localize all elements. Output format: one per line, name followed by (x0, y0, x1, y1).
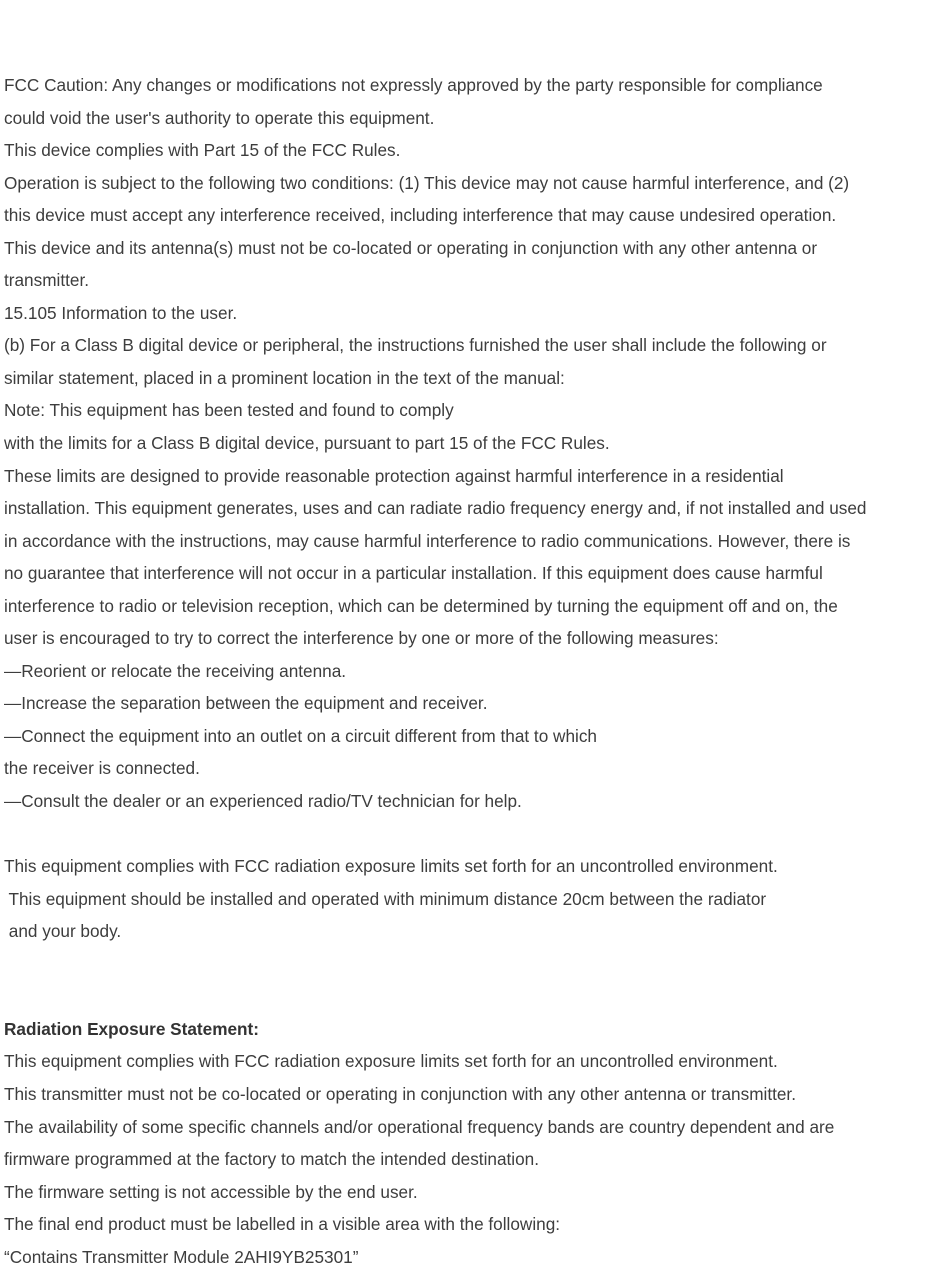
text-line: user is encouraged to try to correct the interference by one or more of the following measures: (4, 628, 719, 649)
text-line: These limits are designed to provide reasonable protection against harmful interference in a residential (4, 465, 784, 486)
document-body (4, 69, 941, 1273)
text-line: transmitter. (4, 270, 90, 291)
text-line: could void the user's authority to operate this equipment. (4, 107, 435, 128)
text-line: firmware programmed at the factory to match the intended destination. (4, 1149, 539, 1170)
text-line: installation. This equipment generates, uses and can radiate radio frequency energy and, if not installed and used (4, 498, 867, 519)
text-line: with the limits for a Class B digital device, pursuant to part 15 of the FCC Rules. (4, 433, 610, 454)
text-line: —Increase the separation between the equipment and receiver. (4, 693, 488, 714)
text-line: this device must accept any interference received, including interference that may cause undesired operation. (4, 205, 837, 226)
text-line: This equipment complies with FCC radiation exposure limits set forth for an uncontrolled environment. (4, 1051, 778, 1072)
fcc-caution-section (4, 69, 941, 818)
text-line: similar statement, placed in a prominent location in the text of the manual: (4, 367, 565, 388)
text-line: “Contains Transmitter Module 2AHI9YB25301” (4, 1246, 359, 1267)
text-line: interference to radio or television reception, which can be determined by turning the equipment off and on, the (4, 595, 838, 616)
text-line: The final end product must be labelled in a visible area with the following: (4, 1214, 561, 1235)
text-line: in accordance with the instructions, may cause harmful interference to radio communications. However, there is (4, 530, 851, 551)
text-line: (b) For a Class B digital device or peripheral, the instructions furnished the user shall include the following or (4, 335, 827, 356)
spacer (4, 818, 941, 851)
text-line: This transmitter must not be co-located or operating in conjunction with any other antenna or transmitter. (4, 1083, 796, 1104)
text-line: no guarantee that interference will not occur in a particular installation. If this equipment does cause harmful (4, 563, 823, 584)
text-line: This equipment should be installed and operated with minimum distance 20cm between the radiator (4, 888, 767, 909)
text-line: 15.105 Information to the user. (4, 302, 238, 323)
text-line: Operation is subject to the following two conditions: (1) This device may not cause harmful interference, and (2) (4, 172, 850, 193)
text-line: —Consult the dealer or an experienced radio/TV technician for help. (4, 791, 522, 812)
text-line: The firmware setting is not accessible by the end user. (4, 1181, 418, 1202)
text-line: FCC Caution: Any changes or modifications not expressly approved by the party responsible for compliance (4, 75, 823, 95)
spacer (4, 948, 941, 981)
exposure-limits-section (4, 850, 941, 948)
text-line: —Connect the equipment into an outlet on a circuit different from that to which (4, 725, 597, 746)
text-line: This device and its antenna(s) must not be co-located or operating in conjunction with any other antenna or (4, 237, 818, 258)
text-line: —Reorient or relocate the receiving antenna. (4, 660, 347, 681)
spacer (4, 980, 941, 1013)
text-line: This device complies with Part 15 of the FCC Rules. (4, 140, 401, 161)
section-heading: Radiation Exposure Statement: (4, 1018, 259, 1039)
text-line: Note: This equipment has been tested and found to comply (4, 400, 454, 421)
text-line: This equipment complies with FCC radiation exposure limits set forth for an uncontrolled environment. (4, 856, 778, 877)
text-line: The availability of some specific channels and/or operational frequency bands are country dependent and are (4, 1116, 835, 1137)
text-line: and your body. (4, 921, 122, 942)
text-line: the receiver is connected. (4, 758, 200, 779)
radiation-exposure-statement-section (4, 1013, 941, 1273)
